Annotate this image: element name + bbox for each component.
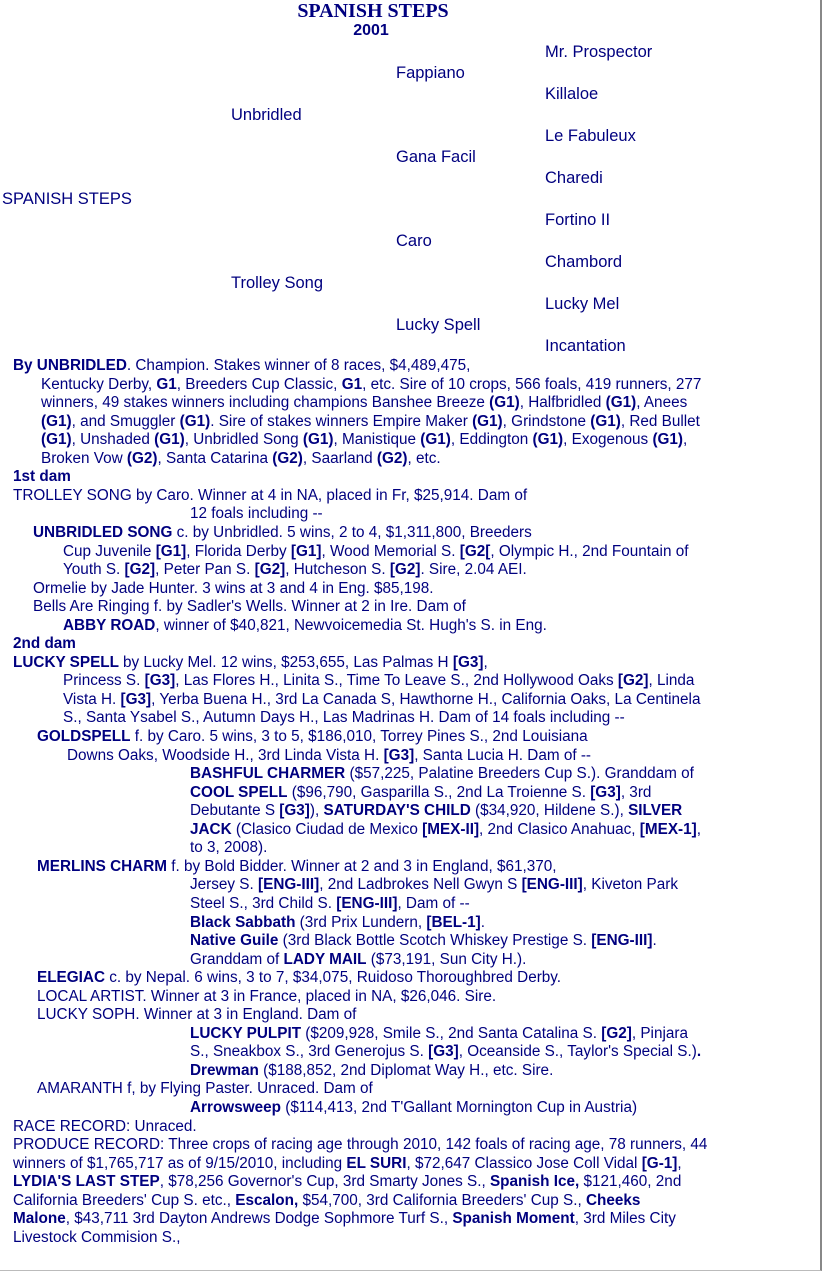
text-run: f. by Caro. 5 wins, 3 to 5, $186,010, Torrey Pines S., 2nd Louisiana (130, 728, 588, 745)
bold-run: Cheeks (585, 1191, 641, 1209)
text-line (37, 857, 557, 876)
text-run: Princess S. (63, 672, 145, 690)
text-line (67, 746, 591, 765)
text-run: , Linda (648, 672, 695, 690)
text-run: . Champion. Stakes winner of 8 races, $4,489,475, (126, 357, 471, 374)
text-run: Downs Oaks, Woodside H., 3rd Linda Vista H. (67, 746, 384, 764)
text-run: winners of $1,765,717 as of 9/15/2010, including (13, 1154, 347, 1172)
text-run: , 2nd Clasico Anahuac, (479, 820, 640, 838)
bold-run: Spanish Moment (452, 1210, 575, 1228)
text-run: , Wood Memorial S. (321, 542, 460, 560)
bold-run: Escalon, (235, 1191, 299, 1209)
text-line (37, 1005, 356, 1024)
text-run: California Breeders' Cup S. etc., (13, 1191, 236, 1209)
text-line (13, 634, 76, 653)
bold-run: G1 (156, 375, 177, 393)
text-run: , Oceanside S., Taylor's Special S.) (458, 1043, 697, 1061)
text-run: , Manistique (333, 431, 421, 449)
pedigree-dam: Trolley Song (231, 274, 324, 292)
text-run: , 3rd Miles City (574, 1210, 676, 1228)
text-run: LOCAL ARTIST. Winner at 3 in France, placed in NA, $26,046. Sire. (37, 987, 497, 1005)
text-run: , (677, 1154, 682, 1172)
text-run: Cup Juvenile (63, 542, 156, 560)
bold-run: Spanish Ice, (489, 1173, 580, 1191)
text-line (190, 783, 651, 802)
text-line (41, 430, 687, 449)
bold-run: [G3] (590, 783, 621, 801)
pedigree-dam-dam-dam: Incantation (545, 337, 626, 355)
text-line (190, 838, 267, 857)
text-run: , Santa Catarina (157, 449, 273, 467)
text-line (13, 1209, 676, 1228)
text-run: , Peter Pan S. (155, 561, 255, 579)
bold-run: (G1) (154, 431, 185, 449)
text-line (63, 708, 625, 727)
pedigree-sire-sire-dam: Killaloe (545, 85, 599, 103)
text-run: RACE RECORD: Unraced. (13, 1117, 197, 1135)
bold-run: (G1) (179, 412, 211, 430)
text-run: S., Santa Ysabel S., Autumn Days H., Las Madrinas H. Dam of 14 foals including -- (63, 709, 625, 727)
text-line (37, 968, 561, 987)
text-line (41, 412, 700, 431)
text-line (13, 1117, 197, 1136)
text-run: Granddam of (190, 950, 284, 968)
pedigree-sire-dam: Gana Facil (396, 148, 476, 166)
text-run: ($57,225, Palatine Breeders Cup S.). Granddam of (345, 765, 694, 783)
text-line (13, 1228, 180, 1247)
bold-run: (G2) (272, 449, 303, 467)
text-line (190, 1042, 701, 1061)
pedigree-sire-dam-dam: Charedi (545, 169, 603, 187)
text-run: , etc. Sire of 10 crops, 566 foals, 419 runners, 277 (362, 375, 702, 393)
pedigree-sire-sire: Fappiano (396, 64, 465, 82)
bold-run: GOLDSPELL (37, 728, 131, 745)
text-line (190, 950, 526, 969)
text-line (190, 820, 701, 839)
text-run: PRODUCE RECORD: Three crops of racing age through 2010, 142 foals of racing age, 78 runners, 44 (13, 1136, 708, 1154)
text-run: , Halfbridled (519, 394, 606, 412)
text-line (63, 542, 688, 561)
bold-run: Malone (13, 1210, 66, 1228)
text-line (13, 1172, 681, 1191)
text-run: c. by Unbridled. 5 wins, 2 to 4, $1,311,800, Breeders (172, 523, 532, 541)
bold-run: LADY MAIL (283, 950, 367, 968)
text-run: , (696, 820, 701, 838)
bold-run: (G2) (126, 449, 158, 467)
bold-run: (G1) (41, 431, 72, 449)
bold-run: [G3] (144, 672, 176, 690)
bold-run: (G1) (41, 412, 72, 430)
bold-run: [ENG-III] (258, 876, 320, 894)
pedigree-dam-sire-dam: Chambord (545, 253, 623, 271)
bold-run: [G-1] (641, 1154, 678, 1172)
text-run: Ormelie by Jade Hunter. 3 wins at 3 and 4 in Eng. $85,198. (33, 579, 434, 597)
text-run: Bells Are Ringing f. by Sadler's Wells. Winner at 2 in Ire. Dam of (33, 598, 466, 616)
text-run: , 3rd (620, 783, 652, 801)
text-run: LUCKY SOPH. Winner at 3 in England. Dam of (37, 1006, 357, 1024)
text-run: , Grindstone (502, 412, 591, 430)
text-run: (3rd Black Bottle Scotch Whiskey Prestige S. (278, 932, 592, 950)
text-run: , Florida Derby (186, 542, 291, 560)
text-line (63, 671, 694, 690)
text-line (190, 801, 682, 820)
bold-run: (G2) (376, 449, 408, 467)
text-line (13, 467, 71, 486)
text-run: ), (309, 802, 324, 820)
text-run: Kentucky Derby, (41, 375, 157, 393)
bold-run: ELEGIAC (37, 969, 105, 987)
bold-run: Arrowsweep (190, 1099, 281, 1116)
pedigree-dam-dam: Lucky Spell (396, 316, 481, 334)
bold-run: [G3] (279, 802, 310, 820)
bold-run: (G1) (652, 431, 684, 449)
text-line (63, 560, 527, 579)
text-run: , and Smuggler (71, 412, 180, 430)
text-run: Steel S., 3rd Child S. (190, 894, 337, 912)
bold-run: [G1] (290, 542, 322, 560)
bold-run: LYDIA'S LAST STEP (13, 1173, 160, 1191)
bold-run: [ENG-III] (336, 894, 398, 912)
text-run: , $78,256 Governor's Cup, 3rd Smarty Jones S., (159, 1173, 490, 1191)
text-line (37, 987, 496, 1006)
bold-run: [G1] (155, 542, 187, 560)
text-run: , 2nd Ladbrokes Nell Gwyn S (319, 876, 522, 894)
text-line (190, 504, 323, 523)
text-run: Youth S. (63, 561, 125, 579)
bold-run: MERLINS CHARM (37, 857, 168, 875)
text-run: , (683, 431, 688, 449)
text-line (37, 1079, 373, 1098)
text-run: 12 foals including -- (190, 505, 323, 523)
bold-run: Native Guile (190, 932, 279, 950)
page-title: SPANISH STEPS (297, 0, 449, 22)
bold-run: Black Sabbath (190, 913, 296, 931)
text-run: , $72,647 Classico Jose Coll Vidal (406, 1154, 642, 1172)
text-run: f. by Bold Bidder. Winner at 2 and 3 in England, $61,370, (167, 857, 557, 875)
text-line (190, 894, 470, 913)
text-line (33, 523, 532, 542)
bold-run: By UNBRIDLED (13, 357, 127, 374)
bold-run: COOL SPELL (190, 783, 288, 801)
text-run: winners, 49 stakes winners including champions Banshee Breeze (41, 394, 490, 412)
text-run: , (483, 653, 488, 671)
text-run: ($209,928, Smile S., 2nd Santa Catalina S. (301, 1024, 602, 1042)
pedigree-sire: Unbridled (231, 106, 302, 124)
text-line (190, 764, 694, 783)
text-line (33, 579, 434, 598)
text-line (41, 375, 701, 394)
text-run: , winner of $40,821, Newvoicemedia St. Hugh's S. in Eng. (155, 616, 547, 634)
text-run: ($188,852, 2nd Diplomat Way H., etc. Sire. (258, 1061, 554, 1079)
text-run: , Las Flores H., Linita S., Time To Leave S., 2nd Hollywood Oaks (175, 672, 618, 690)
text-line (63, 690, 700, 709)
text-line (63, 616, 547, 635)
bold-run: [G2[ (459, 542, 491, 560)
text-line (13, 653, 488, 672)
text-run: ($96,790, Gasparilla S., 2nd La Troienne S. (287, 783, 591, 801)
bold-run: (G1) (605, 394, 637, 412)
text-line (190, 1098, 637, 1117)
bold-run: . (696, 1043, 702, 1061)
text-run: AMARANTH f, by Flying Paster. Unraced. Dam of (37, 1080, 373, 1098)
text-run: , Exogenous (563, 431, 653, 449)
text-run: , $43,711 3rd Dayton Andrews Dodge Sophmore Turf S., (65, 1210, 453, 1228)
text-run: , Saarland (302, 449, 377, 467)
text-run: Livestock Commision S., (13, 1228, 181, 1246)
text-line (13, 486, 527, 505)
bold-run: 1st dam (13, 468, 71, 486)
text-run: ($34,920, Hildene S.), (470, 802, 629, 820)
bold-run: [ENG-III] (591, 932, 653, 950)
pedigree-dam-sire: Caro (396, 232, 432, 250)
text-run: $54,700, 3rd California Breeders' Cup S., (298, 1191, 586, 1209)
text-line (13, 1135, 707, 1154)
text-run: , Kiveton Park (582, 876, 678, 894)
text-run: ($114,413, 2nd T'Gallant Mornington Cup in Austria) (280, 1099, 638, 1116)
bold-run: [G2] (617, 672, 649, 690)
text-run: . (480, 913, 485, 931)
pedigree-dam-dam-sire: Lucky Mel (545, 295, 620, 313)
text-line (190, 931, 657, 950)
foaling-year: 2001 (353, 22, 389, 39)
text-run: $121,460, 2nd (579, 1173, 682, 1191)
text-run: Debutante S (190, 802, 280, 820)
bold-run: ABBY ROAD (63, 616, 156, 634)
pedigree-dam-sire-sire: Fortino II (545, 211, 611, 229)
text-line (190, 913, 485, 932)
text-run: TROLLEY SONG by Caro. Winner at 4 in NA, placed in Fr, $25,914. Dam of (13, 486, 528, 504)
bold-run: (G1) (420, 431, 451, 449)
bold-run: [MEX-II] (422, 820, 480, 838)
text-run: . Sire, 2.04 AEI. (420, 561, 527, 579)
text-run: , Yerba Buena H., 3rd La Canada S, Hawthorne H., California Oaks, La Centinela (151, 690, 701, 708)
bold-run: EL SURI (346, 1154, 407, 1172)
text-line (37, 727, 588, 746)
text-run: , Unbridled Song (184, 431, 303, 449)
text-run: Jersey S. (190, 876, 259, 894)
pedigree-sire-dam-sire: Le Fabuleux (545, 127, 636, 145)
text-run: , Olympic H., 2nd Fountain of (490, 542, 689, 560)
bold-run: [G2] (124, 561, 156, 579)
text-run: Broken Vow (41, 449, 127, 467)
bold-run: LUCKY PULPIT (190, 1024, 302, 1042)
bold-run: [G3] (120, 690, 152, 708)
bold-run: [G3] (428, 1043, 459, 1061)
text-run: , Anees (636, 394, 688, 412)
bold-run: SATURDAY'S CHILD (323, 802, 471, 820)
bold-run: UNBRIDLED SONG (33, 523, 173, 541)
text-run: by Lucky Mel. 12 wins, $253,655, Las Palmas H (122, 653, 453, 671)
text-line (41, 393, 687, 412)
bold-run: G1 (341, 375, 363, 393)
text-run: (Clasico Ciudad de Mexico (231, 820, 423, 838)
text-run: , etc. (407, 449, 441, 467)
bold-run: [G2] (254, 561, 286, 579)
text-run: , Hutcheson S. (285, 561, 390, 579)
text-line (13, 1191, 640, 1210)
text-run: , Santa Lucia H. Dam of -- (414, 746, 592, 764)
text-run: . (652, 932, 657, 950)
bold-run: [G3] (383, 746, 415, 764)
text-line (13, 356, 470, 375)
bold-run: JACK (190, 820, 232, 838)
text-line (33, 597, 466, 616)
bold-run: (G1) (489, 394, 520, 412)
bold-run: (G1) (532, 431, 564, 449)
text-line (41, 449, 441, 468)
bold-run: [MEX-1] (639, 820, 697, 838)
text-line (13, 1154, 682, 1173)
text-run: (3rd Prix Lundern, (295, 913, 427, 931)
text-line (190, 875, 678, 894)
text-line (190, 1024, 688, 1043)
text-run: ($73,191, Sun City H.). (366, 950, 527, 968)
bold-run: BASHFUL CHARMER (190, 765, 346, 783)
bold-run: (G1) (302, 431, 334, 449)
bold-run: [BEL-1] (426, 913, 481, 931)
text-run: S., Sneakbox S., 3rd Generojus S. (190, 1043, 429, 1061)
text-run: c. by Nepal. 6 wins, 3 to 7, $34,075, Ruidoso Thoroughbred Derby. (105, 969, 562, 987)
bold-run: (G1) (590, 412, 621, 430)
bold-run: LUCKY SPELL (13, 653, 123, 671)
text-run: to 3, 2008). (190, 839, 268, 857)
bold-run: [G3] (452, 653, 484, 671)
text-run: , Breeders Cup Classic, (176, 375, 342, 393)
bold-run: (G1) (472, 412, 503, 430)
text-run: , Pinjara (631, 1024, 688, 1042)
text-run: , Dam of -- (397, 894, 470, 912)
pedigree-horse: SPANISH STEPS (2, 190, 132, 208)
text-run: , Unshaded (71, 431, 155, 449)
text-run: , Eddington (450, 431, 533, 449)
text-run: Vista H. (63, 690, 121, 708)
bold-run: Drewman (190, 1061, 259, 1079)
pedigree-sire-sire-sire: Mr. Prospector (545, 43, 653, 61)
bold-run: [G2] (389, 561, 421, 579)
text-line (190, 1061, 553, 1080)
bold-run: [ENG-III] (521, 876, 583, 894)
bold-run: SILVER (628, 802, 683, 820)
bold-run: [G2] (601, 1024, 632, 1042)
text-run: . Sire of stakes winners Empire Maker (210, 412, 473, 430)
text-run: , Red Bullet (620, 412, 700, 430)
bold-run: 2nd dam (13, 635, 76, 653)
